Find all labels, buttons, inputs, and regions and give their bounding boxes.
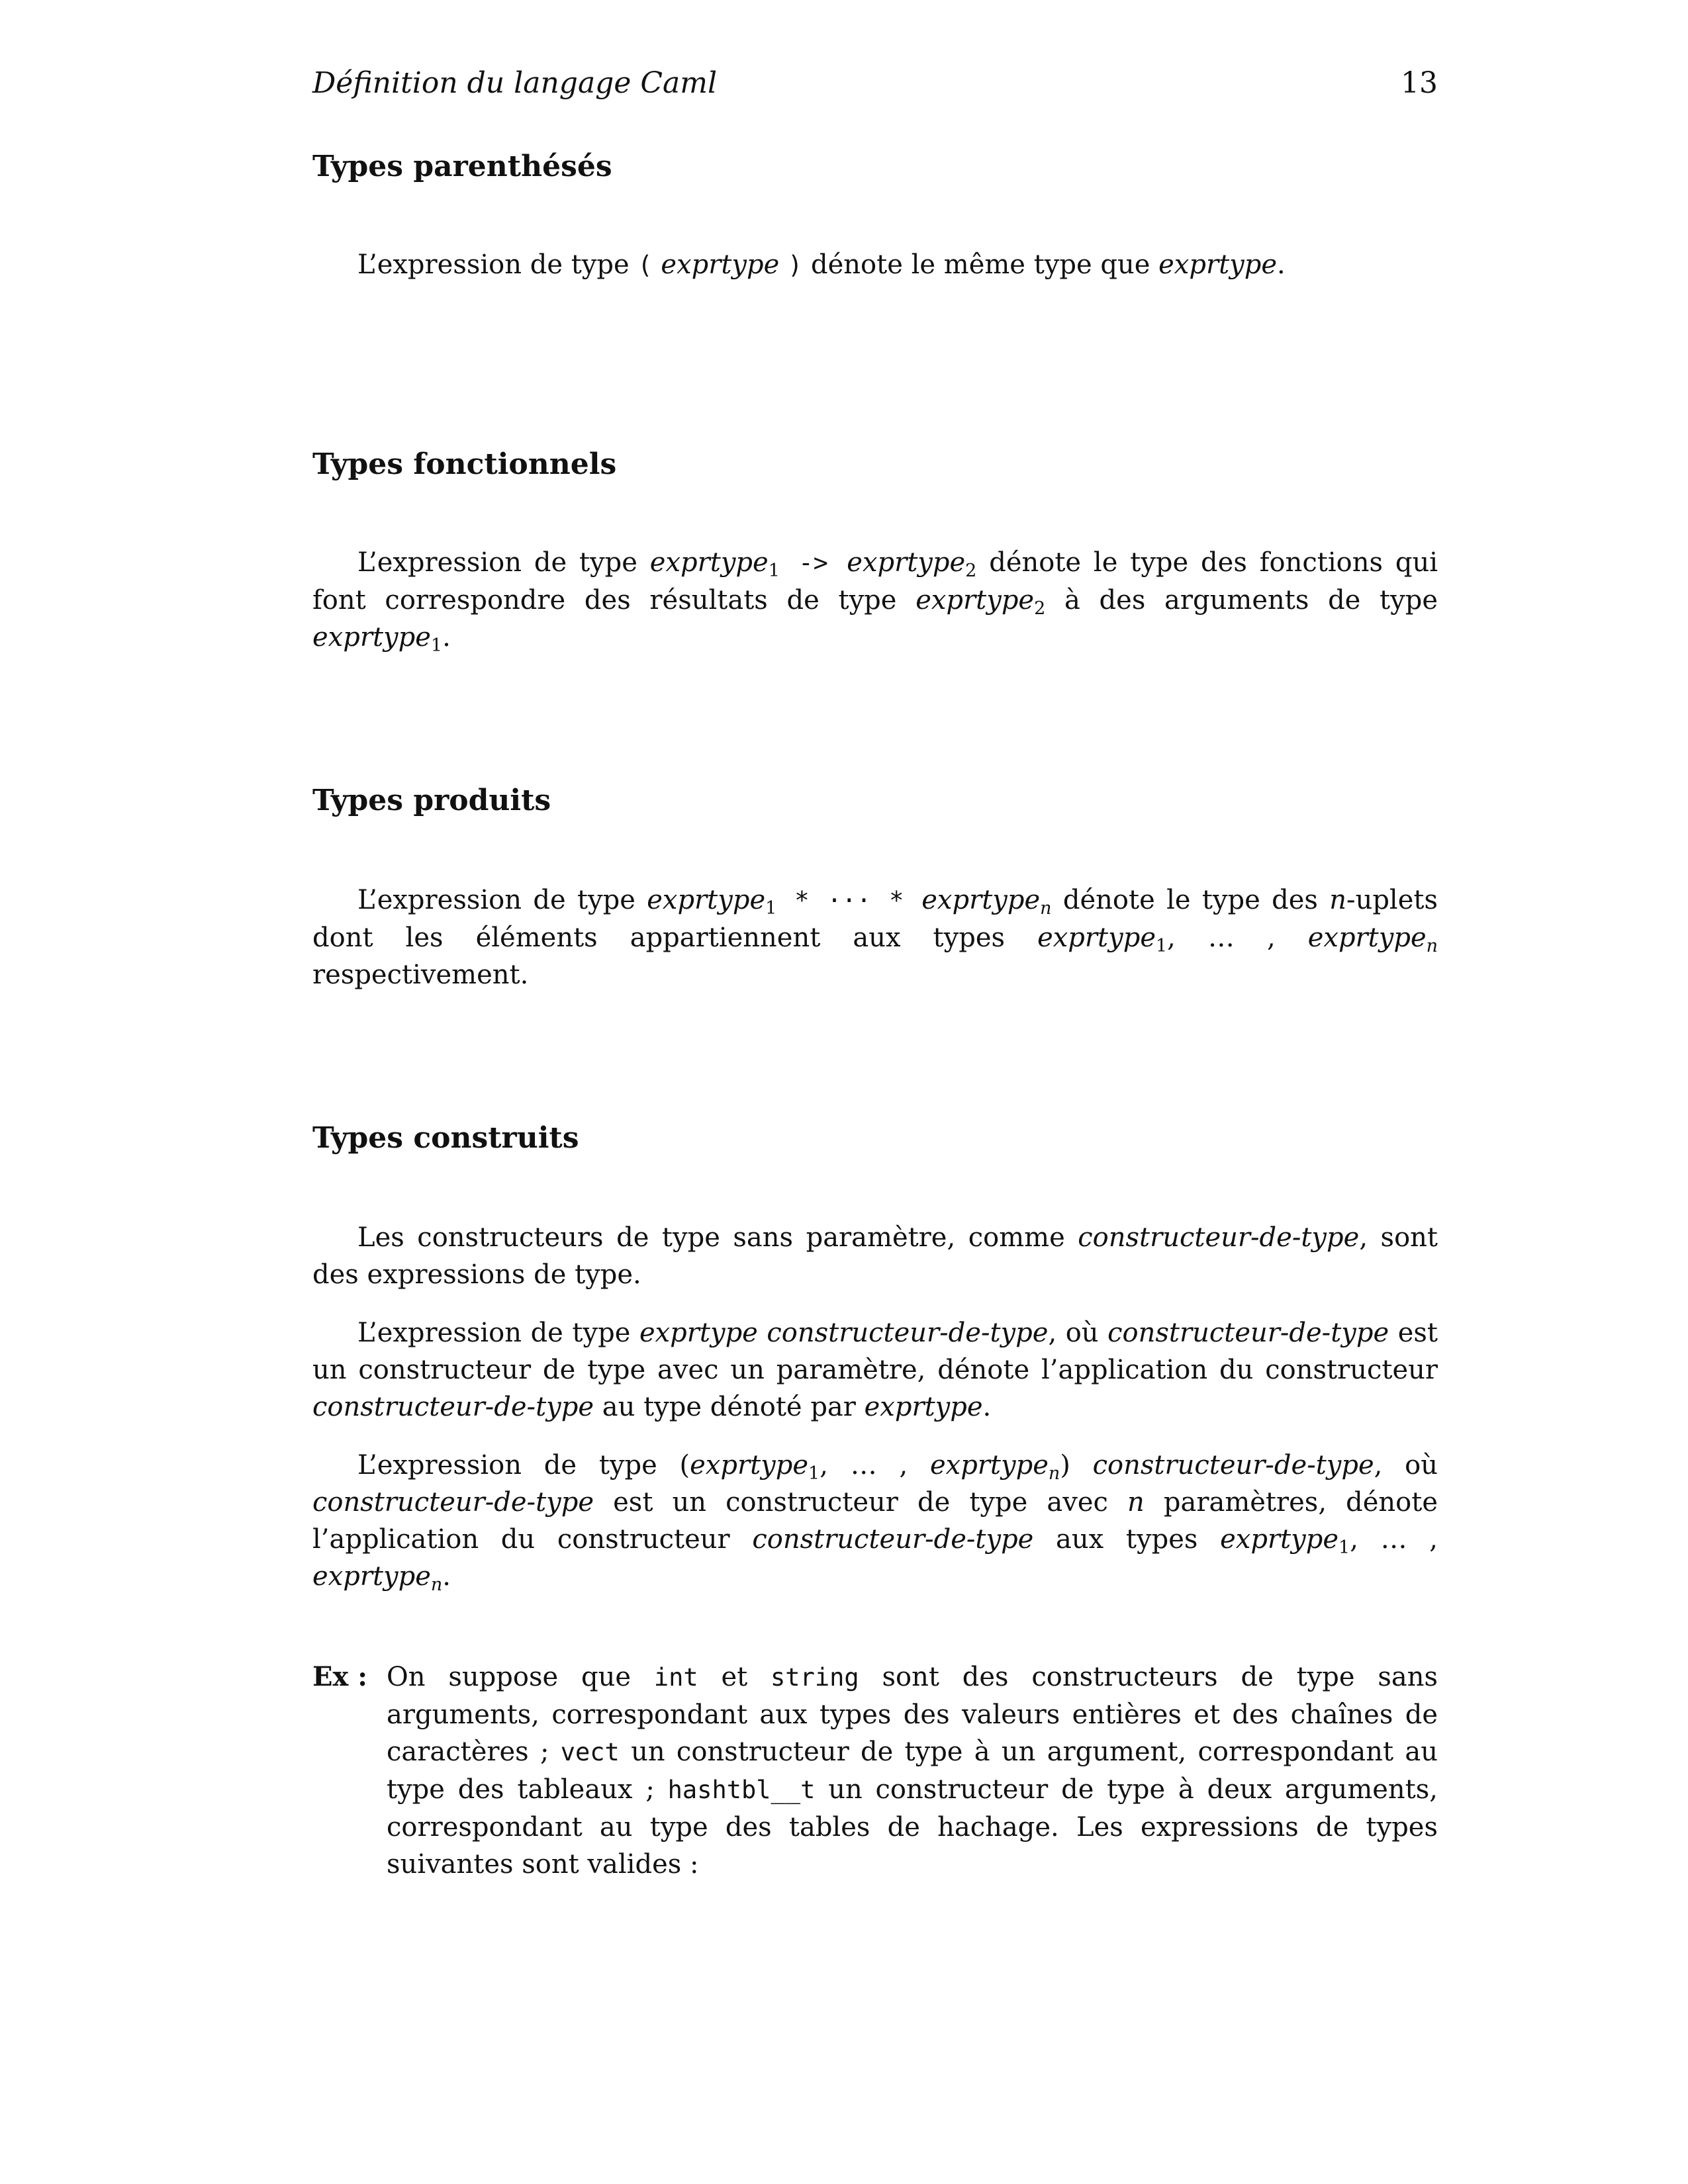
section-heading-parentheses: Types parenthésés xyxy=(312,150,612,183)
section-heading-fonctionnels: Types fonctionnels xyxy=(312,447,617,481)
section-heading-produits: Types produits xyxy=(312,784,551,817)
paragraph-construits-3: L’expression de type (exprtype$_1$, … , exprtype$_n$) constructeur-de-type, où constructeur-de-type est un constructeur de type avec n paramètres, dénote l’application du constructeur constructeur-de-type aux types exprtype$_1$, … , exprtype$_n$. xyxy=(312,1450,1438,1595)
example-label: Ex : xyxy=(312,1661,368,1692)
page-number: 13 xyxy=(1401,66,1438,100)
paragraph-produits: L’expression de type exprtype$_1$ * ··· * exprtype$_n$ dénote le type des n-uplets dont les éléments appartiennent aux types exprtype$_1$, … , exprtype$_n$ respectivement. xyxy=(312,885,1438,990)
paragraph-fonctionnels: L’expression de type exprtype$_1$ -> exprtype$_2$ dénote le type des fonctions qui font correspondre des résultats de type exprtype$_2$ à des arguments de type exprtype$_1$. xyxy=(312,547,1438,656)
paragraph-construits-1: Les constructeurs de type sans paramètre, comme constructeur-de-type, sont des expressions de type. xyxy=(312,1222,1438,1290)
example-text: On suppose que int et string sont des constructeurs de type sans arguments, correspondant aux types des valeurs entières et des chaînes de caractères ; vect un constructeur de type à un argument, correspondant au type des tableaux ; hashtbl__t un constructeur de type à deux arguments, correspondant au type des tables de hachage. Les expressions de types suivantes sont valides : xyxy=(387,1662,1438,1880)
document-page xyxy=(312,0,1438,2184)
running-title: Définition du langage Caml xyxy=(312,66,718,100)
paragraph-parentheses: L’expression de type ( exprtype ) dénote le même type que exprtype. xyxy=(357,250,1286,280)
paragraph-construits-2: L’expression de type exprtype constructeur-de-type, où constructeur-de-type est un constructeur de type avec un paramètre, dénote l’application du constructeur constructeur-de-type au type dénoté par exprtype. xyxy=(312,1318,1438,1422)
running-header xyxy=(312,64,1438,103)
section-heading-construits: Types construits xyxy=(312,1121,579,1155)
